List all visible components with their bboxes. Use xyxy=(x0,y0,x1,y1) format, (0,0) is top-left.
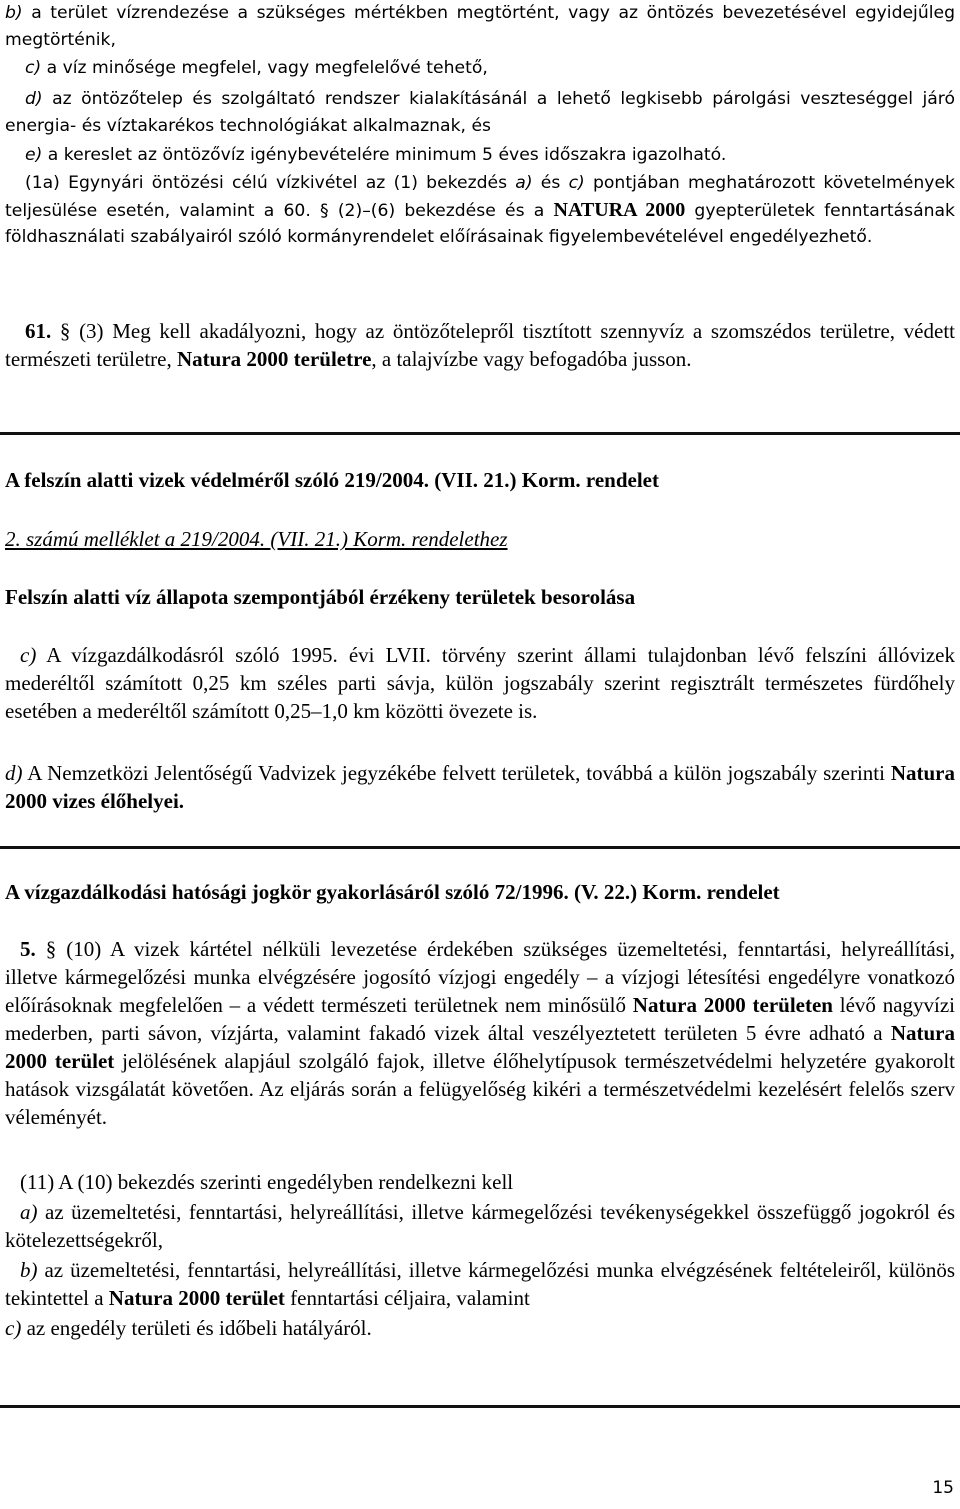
text-run: a vízjogi létesítési engedélyre vonatkozó előírásoknak megfelelően xyxy=(5,965,955,1017)
text-run: (10) A vizek kártétel nélküli levezetése érdekében szükséges üzemeltetési, fenntartási, helyreállítási, illetve kármegelőzési munka elvégzésére jogosító vízjogi engedély xyxy=(5,937,956,989)
section-number: 61. xyxy=(25,319,52,343)
section-number: 5. xyxy=(20,937,36,961)
paragraph-11: (11) A (10) bekezdés szerinti engedélyben rendelkezni kell xyxy=(20,1170,514,1194)
bold-term: Natura 2000 terület xyxy=(5,1021,955,1073)
text-run: (2) xyxy=(328,200,363,221)
item-label: e) xyxy=(25,145,43,165)
section-sign: § xyxy=(45,937,57,961)
annex-title: 2. számú melléklet a 219/2004. (VII. 21.) Korm. rendelethez xyxy=(5,527,508,551)
item-c-section2 xyxy=(5,641,955,725)
item-c xyxy=(5,55,955,82)
dash: – xyxy=(229,993,241,1017)
item-ref: c) xyxy=(568,173,585,193)
item-d xyxy=(5,86,955,139)
decree-heading: A vízgazdálkodási hatósági jogkör gyakorlásáról szóló 72/1996. (V. 22.) Korm. rendelet xyxy=(5,880,780,904)
text-run: lévő nagyvízi mederben, parti sávon, vízjárta, valamint fakadó vizek által veszélyeztetett területen 5 évre adható a xyxy=(5,993,956,1045)
natura-caps: NATURA 2000 xyxy=(553,198,686,221)
text-run: (1a) Egynyári öntözési célú vízkivétel az (1) bekezdés xyxy=(25,173,516,193)
item-ref: a) xyxy=(515,173,533,193)
item-label: b) xyxy=(20,1258,38,1282)
item-text: a víz minősége megfelel, vagy megfelelővé tehető, xyxy=(41,58,488,78)
bold-term: Natura 2000 területen xyxy=(632,993,833,1017)
item-e xyxy=(5,142,955,169)
section-divider xyxy=(0,1405,960,1408)
item-label: b) xyxy=(5,3,23,23)
text-run: gyepterületek fenntartásának földhasználati szabályairól szóló kormányrendelet előírásainak figyelembevételével engedélyezhető. xyxy=(5,200,955,248)
item-b xyxy=(5,0,955,53)
text-run: az üzemeltetési, fenntartási, helyreállítási, illetve kármegelőzési munka elvégzésének feltételeiről, különös tekintettel a xyxy=(5,1258,955,1310)
section-sign: § xyxy=(59,319,71,343)
page-number: 15 xyxy=(932,1478,954,1498)
item-label: a) xyxy=(20,1200,38,1224)
text-run: 1,0 km közötti övezete is. xyxy=(321,699,538,723)
text-run: fenntartási céljaira, valamint xyxy=(284,1286,530,1310)
item-a-section3 xyxy=(5,1198,955,1254)
section-divider xyxy=(0,846,960,849)
text-run: (3) Meg kell akadályozni, hogy az öntözőtelepről tisztított szennyvíz a szomszédos területre, védett természeti területre, xyxy=(5,319,955,371)
paragraph-1a xyxy=(5,170,955,251)
dash: – xyxy=(587,965,598,989)
text-run: A vízgazdálkodásról szóló 1995. évi LVII. törvény szerint állami tulajdonban lévő felszíni állóvizek mederéltől számított 0,25 km széles parti sávja, külön jogszabály szerint regisztrált természetes fürdőhely esetében a mederéltől számított 0,25 xyxy=(5,643,955,723)
section-sign: § xyxy=(320,200,329,221)
text-run: pontjában meghatározott követelmények teljesülése esetén, valamint a 60. xyxy=(5,173,955,221)
bold-term: Natura 2000 terület xyxy=(108,1286,285,1310)
item-text: a kereslet az öntözővíz igénybevételére minimum 5 éves időszakra igazolható. xyxy=(42,145,727,165)
bold-term: Natura 2000 vizes élőhelyei. xyxy=(5,761,955,813)
text-run: az engedély területi és időbeli hatályáról. xyxy=(21,1316,372,1340)
item-label: d) xyxy=(25,89,43,109)
text-run: , a talajvízbe vagy befogadóba jusson. xyxy=(371,347,692,371)
dash: – xyxy=(311,699,322,723)
sub-heading: Felszín alatti víz állapota szempontjából érzékeny területek besorolása xyxy=(5,585,636,609)
decree-heading: A felszín alatti vizek védelméről szóló 219/2004. (VII. 21.) Korm. rendelet xyxy=(5,468,659,492)
item-text: az öntözőtelep és szolgáltató rendszer kialakításánál a lehető legkisebb párolgási veszteséggel járó energia- és víztakarékos technológiákat alkalmaznak, és xyxy=(5,89,955,136)
text-run: az üzemeltetési, fenntartási, helyreállítási, illetve kármegelőzési tevékenységekkel összefüggő jogokról és kötelezettségekről, xyxy=(5,1200,955,1252)
item-d-section2 xyxy=(5,759,955,815)
paragraph-5-10 xyxy=(5,935,955,1131)
item-c-section3 xyxy=(5,1314,955,1342)
item-label: c) xyxy=(5,1316,22,1340)
text-run: (6) bekezdése és a xyxy=(370,200,554,221)
item-label: c) xyxy=(25,58,42,78)
item-b-section3 xyxy=(5,1256,955,1312)
dash: – xyxy=(362,200,371,221)
text-run: jelölésének alapjául szolgáló fajok, illetve élőhelytípusok természetvédelmi helyzetére gyakorolt hatások vizsgálatát követően. Az eljárás során a felügyelőség kikéri a természetvédelmi kezelésért felelős szerv véleményét. xyxy=(5,1049,955,1129)
paragraph-61 xyxy=(5,317,955,373)
section-divider xyxy=(0,432,960,435)
item-label: c) xyxy=(20,643,37,667)
item-text: a terület vízrendezése a szükséges mértékben megtörtént, vagy az öntözés bevezetésével egyidejűleg megtörténik, xyxy=(5,3,955,50)
text-run: A Nemzetközi Jelentőségű Vadvizek jegyzékébe felvett területek, továbbá a külön jogszabály szerinti xyxy=(22,761,891,785)
bold-term: Natura 2000 területre xyxy=(177,347,372,371)
text-run: és xyxy=(532,173,569,193)
text-run: a védett természeti területnek nem minősülő xyxy=(240,993,633,1017)
item-label: d) xyxy=(5,761,23,785)
